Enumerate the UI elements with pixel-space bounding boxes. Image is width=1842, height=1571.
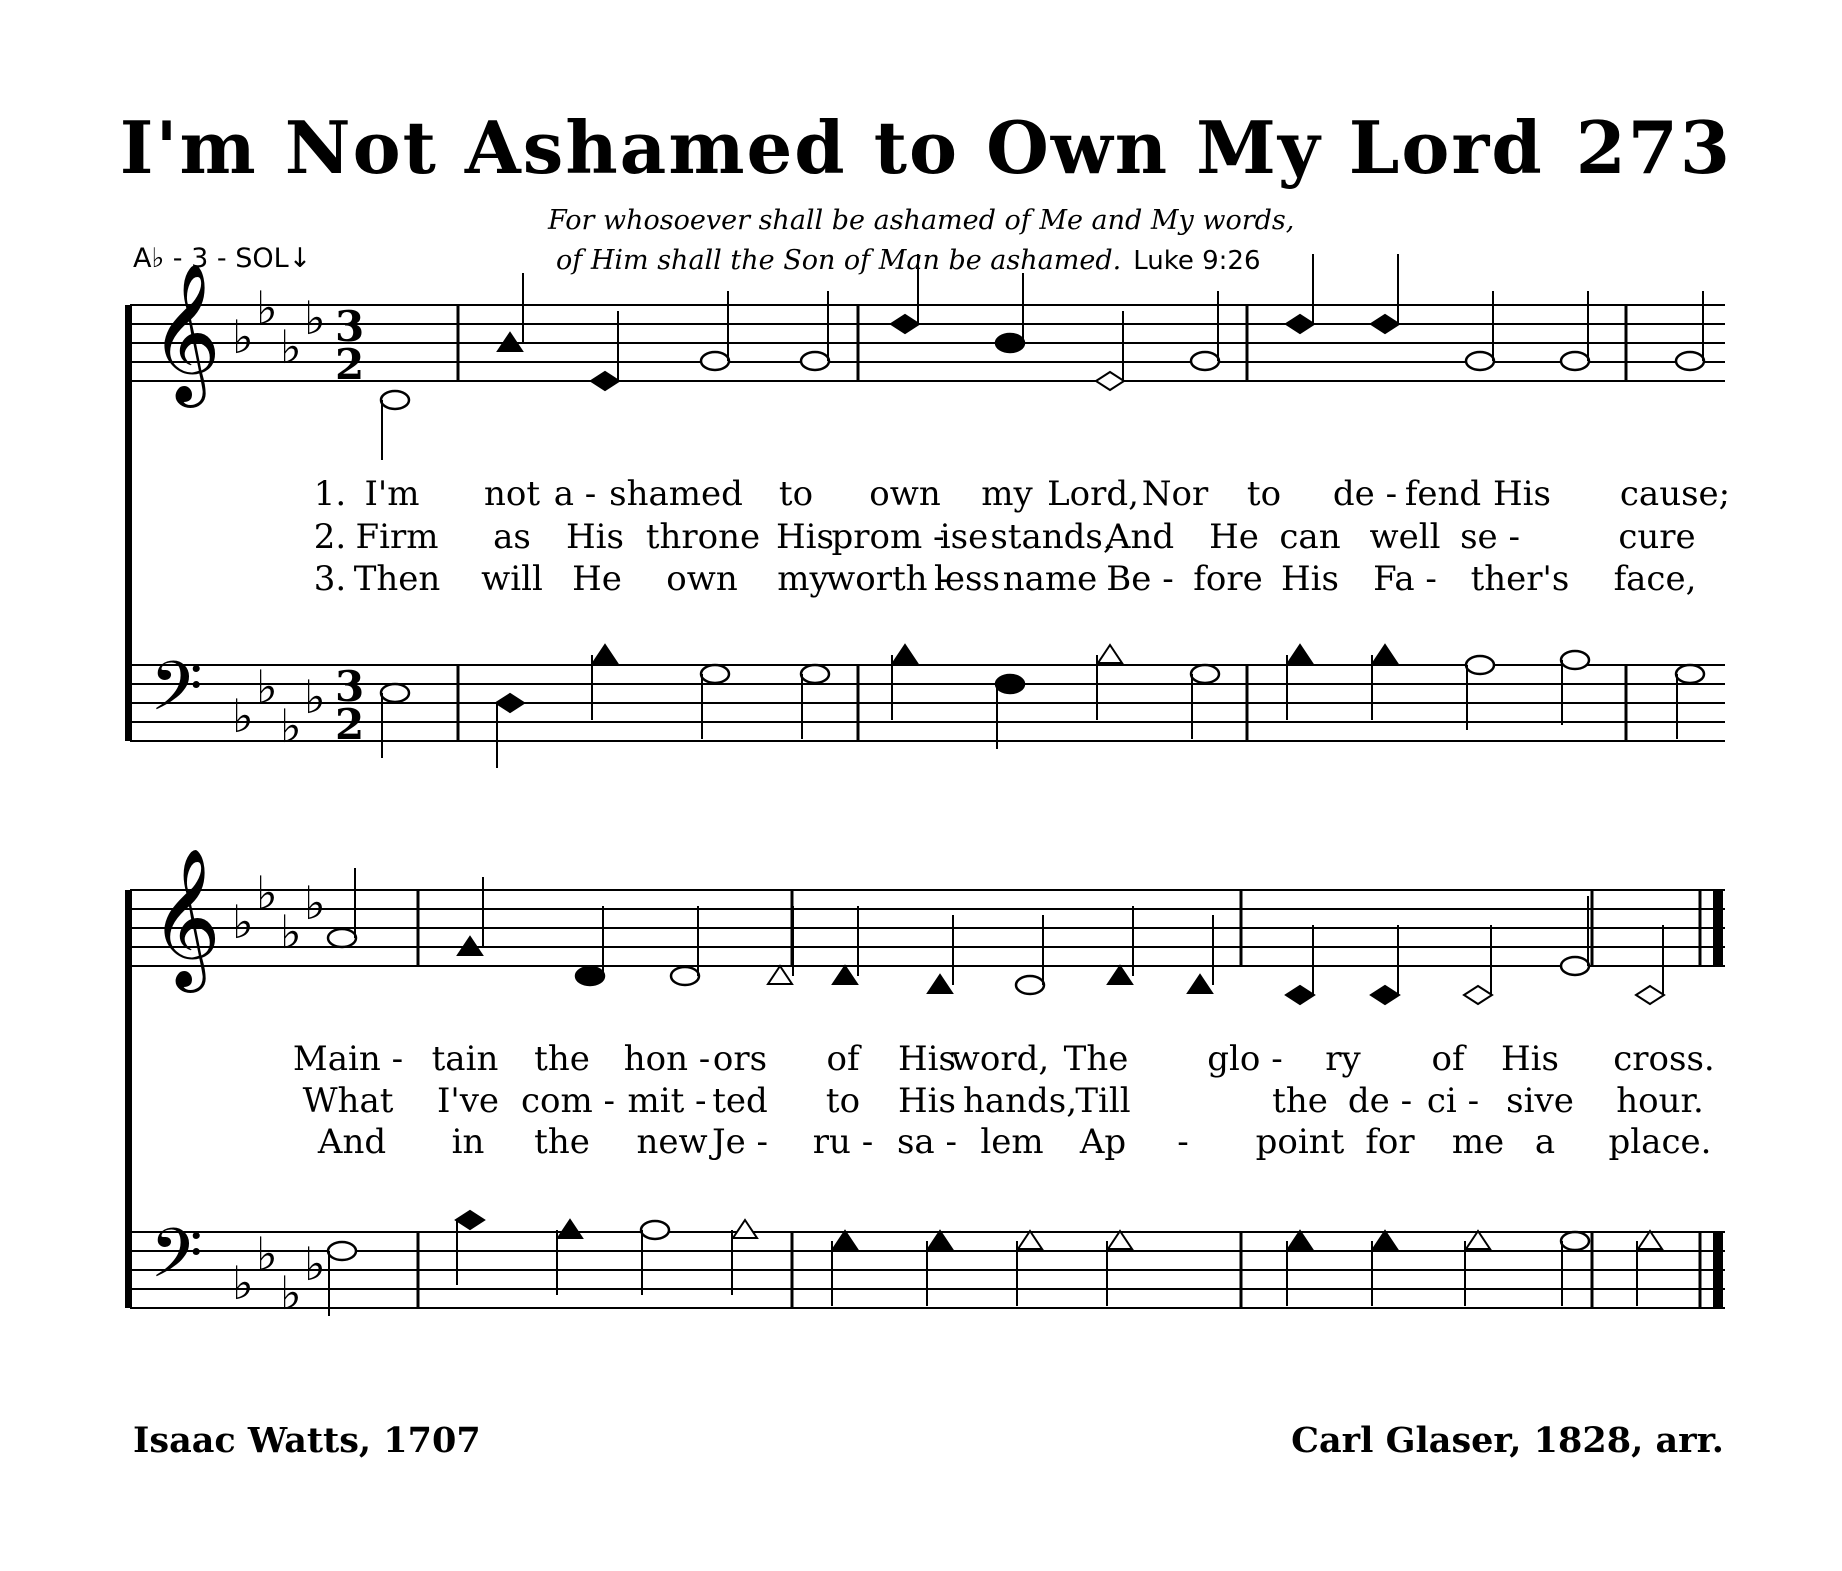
lyric-s1-v1: shamed (609, 474, 743, 514)
note (1372, 1231, 1397, 1306)
lyric-s1-v3: ther's (1470, 559, 1570, 599)
lyric-s2-v3: in (451, 1122, 485, 1162)
flat-icon: ♭ (280, 320, 302, 374)
lyric-s2-v2: hour. (1616, 1081, 1704, 1121)
note (1466, 291, 1494, 370)
lyric-s2-v3: ru - (812, 1122, 874, 1162)
time-signature-top: 3 (335, 302, 365, 351)
notehead-diamond (1286, 986, 1314, 1004)
lyric-s1-v2: His (566, 517, 624, 557)
note (1561, 291, 1589, 370)
lyric-s1-v1: His (1493, 474, 1551, 514)
notehead-diamond (891, 315, 919, 333)
note (576, 906, 604, 985)
note (1637, 1231, 1662, 1306)
note (832, 1231, 857, 1306)
lyric-s1-v2: throne (645, 517, 761, 557)
lyric-s2-v1: cross. (1613, 1039, 1715, 1079)
lyric-s2-v3: lem (980, 1122, 1044, 1162)
note (1096, 311, 1124, 390)
notehead-triangle (928, 1231, 952, 1249)
lyric-s1-v3: 3. (313, 559, 347, 599)
notehead-diamond (1636, 986, 1664, 1004)
notehead-triangle (893, 645, 917, 663)
lyric-s1-v1: not (483, 474, 541, 514)
notehead-oval (641, 1221, 669, 1239)
lyric-s1-v3: name (1002, 559, 1098, 599)
lyric-s2-v3: for (1365, 1122, 1415, 1162)
flat-icon: ♭ (280, 1266, 302, 1320)
notehead-triangle (1373, 1231, 1397, 1249)
lyric-s1-v2: can (1279, 517, 1341, 557)
lyric-s2-v3: Je - (711, 1122, 769, 1162)
note (1188, 915, 1213, 993)
flat-icon: ♭ (256, 660, 278, 714)
lyric-s2-v1: of (1431, 1039, 1465, 1079)
bass-clef-icon: 𝄢 (150, 648, 203, 743)
note (1286, 254, 1314, 333)
lyric-s1-v1: a - (553, 474, 597, 514)
notehead-triangle (593, 645, 617, 663)
lyric-s1-v3: worth - (826, 559, 950, 599)
lyric-s2-v3: - (1177, 1122, 1189, 1162)
lyric-s1-v1: cause; (1619, 474, 1731, 514)
system-brace (125, 305, 132, 741)
notehead-triangle (1288, 1231, 1312, 1249)
lyric-s1-v1: fend (1404, 474, 1482, 514)
flat-icon: ♭ (256, 866, 278, 920)
note (1561, 896, 1589, 975)
note (1017, 1231, 1042, 1306)
lyric-s2-v1: Main - (292, 1039, 404, 1079)
notehead-triangle (1098, 645, 1122, 663)
notehead-oval (328, 1242, 356, 1260)
note (496, 694, 524, 768)
notehead-oval (1561, 651, 1589, 669)
note (701, 291, 729, 370)
notehead-oval (381, 684, 409, 702)
lyric-s2-v3: a (1534, 1122, 1556, 1162)
lyric-s2-v1: the (534, 1039, 590, 1079)
lyric-s2-v2: the (1272, 1081, 1328, 1121)
lyric-s1-v1: Nor (1141, 474, 1209, 514)
notehead-oval (701, 665, 729, 683)
lyric-s2-v1: word, (950, 1039, 1050, 1079)
lyric-s1-v1: to (778, 474, 814, 514)
time-signature-bottom: 2 (335, 700, 365, 749)
notehead-oval (1561, 352, 1589, 370)
time-signature-bottom: 2 (335, 340, 365, 389)
notehead-oval (1561, 1232, 1589, 1250)
note (768, 906, 793, 984)
flat-icon: ♭ (232, 689, 254, 743)
lyric-s2-v1: His (1501, 1039, 1559, 1079)
note (591, 311, 619, 390)
lyric-s2-v1: of (826, 1039, 860, 1079)
lyric-s2-v1: ors (712, 1039, 768, 1079)
lyric-s1-v1: my (981, 474, 1033, 514)
lyric-s1-v3: Then (353, 559, 441, 599)
notehead-triangle (1288, 645, 1312, 663)
note (1676, 291, 1704, 370)
notehead-oval (1466, 352, 1494, 370)
note (458, 877, 483, 955)
hymn-title: I'm Not Ashamed to Own My Lord (119, 105, 1544, 190)
notehead-triangle (833, 1231, 857, 1249)
flat-icon: ♭ (232, 1256, 254, 1310)
flat-icon: ♭ (280, 699, 302, 753)
lyric-s2-v1: The (1063, 1039, 1129, 1079)
lyric-s2-v2: com - (520, 1081, 616, 1121)
lyric-s2-v1: glo - (1207, 1039, 1283, 1079)
lyric-s1-v1: own (869, 474, 941, 514)
note (1191, 291, 1219, 370)
notehead-oval (1191, 665, 1219, 683)
lyric-s2-v2: What (302, 1081, 394, 1121)
note (381, 391, 409, 460)
notehead-oval (328, 929, 356, 947)
scripture-line-2: of Him shall the Son of Man be ashamed. (556, 245, 1122, 276)
note (1636, 925, 1664, 1004)
note (1466, 656, 1494, 730)
lyric-s1-v3: Be - (1106, 559, 1174, 599)
lyric-s1-v2: He (1209, 517, 1259, 557)
lyric-s2-v2: de - (1347, 1081, 1413, 1121)
notehead-triangle (833, 966, 857, 984)
notehead-oval (671, 967, 699, 985)
lyric-s2-v3: new (636, 1122, 708, 1162)
lyric-s2-v2: Till (1075, 1081, 1131, 1121)
notehead-triangle (1018, 1231, 1042, 1249)
treble-clef-icon: 𝄞 (150, 848, 221, 987)
notehead-diamond (1371, 986, 1399, 1004)
flat-icon: ♭ (232, 310, 254, 364)
note (801, 291, 829, 370)
lyrics (293, 474, 1730, 1162)
notehead-diamond (496, 694, 524, 712)
treble-clef-icon: 𝄞 (150, 263, 221, 402)
lyric-s1-v3: Fa - (1373, 559, 1437, 599)
notehead-oval (576, 967, 604, 985)
note (1287, 1231, 1312, 1306)
notehead-oval (701, 352, 729, 370)
lyric-s1-v3: will (481, 559, 543, 599)
lyric-s2-v2: sive (1506, 1081, 1574, 1121)
flat-icon: ♭ (280, 905, 302, 959)
note (928, 915, 953, 993)
lyric-s2-v2: ci - (1426, 1081, 1480, 1121)
lyric-s2-v3: place. (1608, 1122, 1712, 1162)
lyric-s2-v3: the (534, 1122, 590, 1162)
lyric-s1-v1: de - (1332, 474, 1398, 514)
lyric-s1-v2: well (1369, 517, 1441, 557)
final-bar-thick (1713, 1232, 1723, 1308)
note (892, 645, 917, 720)
flat-icon: ♭ (304, 291, 326, 345)
lyric-s2-v1: ry (1325, 1039, 1361, 1079)
flat-icon: ♭ (232, 895, 254, 949)
lyric-s2-v3: sa - (896, 1122, 958, 1162)
notehead-oval (1561, 957, 1589, 975)
notehead-oval (1676, 352, 1704, 370)
notehead-triangle (928, 975, 952, 993)
notehead-oval (996, 334, 1024, 352)
notehead-diamond (591, 372, 619, 390)
notehead-diamond (456, 1211, 484, 1229)
notehead-diamond (1371, 315, 1399, 333)
note (498, 273, 523, 351)
note (891, 254, 919, 333)
notehead-oval (1016, 976, 1044, 994)
note (1287, 645, 1312, 720)
notehead-triangle (733, 1220, 757, 1238)
lyric-s2-v1: hon - (623, 1039, 711, 1079)
lyric-s1-v2: se - (1460, 517, 1520, 557)
lyric-s1-v2: 2. (313, 517, 347, 557)
note (1097, 645, 1122, 720)
note (1107, 1231, 1132, 1306)
note (1286, 925, 1314, 1004)
note (927, 1231, 952, 1306)
lyric-s1-v1: I'm (364, 474, 420, 514)
bass-clef-icon: 𝄢 (150, 1215, 203, 1310)
lyric-s1-v3: own (666, 559, 738, 599)
key-info: A♭ - 3 - SOL↓ (133, 243, 312, 274)
flat-icon: ♭ (304, 1237, 326, 1291)
lyric-s2-v3: And (317, 1122, 387, 1162)
lyric-s1-v3: His (1281, 559, 1339, 599)
note (996, 675, 1024, 749)
notehead-triangle (1373, 645, 1397, 663)
flat-icon: ♭ (256, 1227, 278, 1281)
lyric-s1-v1: Lord, (1047, 474, 1139, 514)
note (833, 906, 858, 984)
lyric-s1-v2: cure (1618, 517, 1696, 557)
note (456, 1211, 484, 1285)
lyric-s2-v2: ted (712, 1081, 768, 1121)
system-brace (125, 890, 132, 1308)
notehead-oval (801, 665, 829, 683)
notehead-triangle (768, 966, 792, 984)
notehead-oval (1676, 665, 1704, 683)
lyric-s1-v2: prom - (831, 517, 945, 557)
scripture-line-1: For whosoever shall be ashamed of Me and My words, (548, 205, 1295, 236)
lyric-s1-v2: stands, (990, 517, 1114, 557)
note (1108, 906, 1133, 984)
lyric-s2-v2: mit - (627, 1081, 707, 1121)
lyric-s1-v3: my (777, 559, 829, 599)
notehead-oval (1466, 656, 1494, 674)
note (592, 645, 617, 720)
notehead-oval (1191, 352, 1219, 370)
notehead-diamond (1096, 372, 1124, 390)
note (1464, 925, 1492, 1004)
note (1371, 254, 1399, 333)
notehead-triangle (1188, 975, 1212, 993)
note (996, 273, 1024, 352)
lyric-s2-v2: hands, (962, 1081, 1078, 1121)
note (328, 1242, 356, 1316)
lyric-s1-v3: He (572, 559, 622, 599)
music-credit: Carl Glaser, 1828, arr. (1291, 1420, 1724, 1461)
note (641, 1221, 669, 1295)
lyric-s1-v2: as (493, 517, 531, 557)
notehead-diamond (1286, 315, 1314, 333)
lyric-s1-v3: less (934, 559, 1000, 599)
note (1561, 651, 1589, 725)
lyric-s2-v1: tain (431, 1039, 499, 1079)
notehead-triangle (1108, 1231, 1132, 1249)
lyric-s1-v3: face, (1613, 559, 1697, 599)
lyric-s1-v1: 1. (313, 474, 347, 514)
note (328, 868, 356, 947)
lyric-s2-v3: point (1255, 1122, 1345, 1162)
note (1372, 645, 1397, 720)
lyric-s2-v2: to (825, 1081, 861, 1121)
notehead-oval (996, 675, 1024, 693)
note (1465, 1231, 1490, 1306)
note (1371, 925, 1399, 1004)
lyric-s1-v2: His (776, 517, 834, 557)
words-credit: Isaac Watts, 1707 (133, 1420, 481, 1461)
notehead-oval (801, 352, 829, 370)
lyric-s1-v2: And (1105, 517, 1175, 557)
notehead-triangle (1638, 1231, 1662, 1249)
lyric-s2-v2: I've (436, 1081, 500, 1121)
lyric-s1-v3: fore (1193, 559, 1263, 599)
time-signature-top: 3 (335, 662, 365, 711)
flat-icon: ♭ (256, 281, 278, 335)
notehead-diamond (1464, 986, 1492, 1004)
lyric-s1-v1: to (1246, 474, 1282, 514)
notehead-triangle (1108, 966, 1132, 984)
lyric-s1-v2: Firm (355, 517, 439, 557)
scripture-reference: Luke 9:26 (1133, 246, 1261, 276)
notehead-oval (381, 391, 409, 409)
note (671, 906, 699, 985)
flat-icon: ♭ (304, 670, 326, 724)
flat-icon: ♭ (304, 876, 326, 930)
notehead-triangle (1466, 1231, 1490, 1249)
note (1016, 915, 1044, 994)
lyric-s1-v2: ise (939, 517, 989, 557)
hymn-number: 273 (1575, 105, 1732, 190)
lyric-s2-v2: His (898, 1081, 956, 1121)
lyric-s2-v3: me (1451, 1122, 1505, 1162)
notehead-triangle (558, 1220, 582, 1238)
final-bar-thick (1713, 890, 1723, 966)
lyric-s2-v3: Ap (1079, 1122, 1127, 1162)
lyric-s2-v1: His (898, 1039, 956, 1079)
